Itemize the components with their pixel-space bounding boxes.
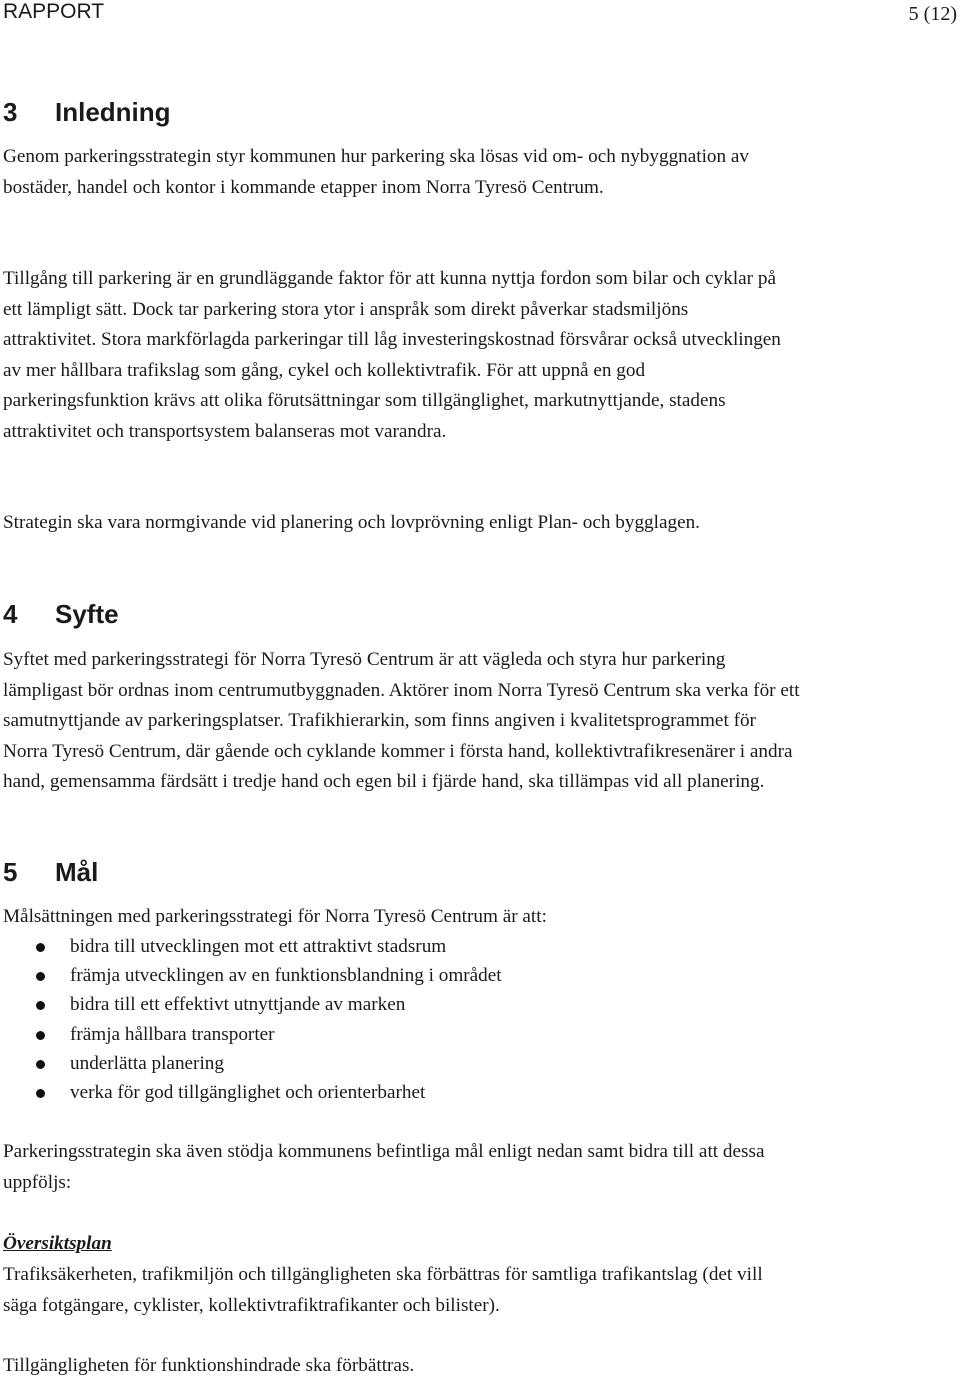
paragraph: Syftet med parkeringsstrategi för Norra Tyresö Centrum är att vägleda och styra hur parkering lämpligast bör ordnas inom centrumutbyggnaden. Aktörer inom Norra Tyresö Centrum ska verka för ett samutnyttjande av parkeringsplatser. Trafikhierarkin, som finns angiven i kvalitetsprogrammet för Norra Tyresö Centrum, där gående och cyklande kommer i första hand, kollektivtrafikresenärer i andra hand, gemensamma färdsätt i tredje hand och egen bil i fjärde hand, ska tillämpas vid all planering. (3, 649, 800, 792)
section-number: 3 (3, 97, 18, 127)
goal-list (3, 932, 502, 1107)
list-item (3, 1049, 502, 1078)
report-label: RAPPORT (3, 0, 105, 23)
section-number: 5 (3, 857, 18, 887)
bullet-icon (36, 1060, 45, 1069)
paragraph: Genom parkeringsstrategin styr kommunen hur parkering ska lösas vid om- och nybyggnation av bostäder, handel och kontor i kommande etapper inom Norra Tyresö Centrum. (3, 146, 750, 198)
list-item-text: verka för god tillgänglighet och orienterbarhet (70, 1082, 426, 1104)
section-title: Inledning (55, 97, 171, 127)
paragraph: Tillgängligheten för funktionshindrade ska förbättras. (3, 1355, 415, 1376)
bullet-icon (36, 1031, 45, 1040)
list-item (3, 1078, 502, 1107)
paragraph: Parkeringsstrategin ska även stödja kommunens befintliga mål enligt nedan samt bidra till att dessa uppföljs: (3, 1141, 765, 1193)
paragraph: Målsättningen med parkeringsstrategi för Norra Tyresö Centrum är att: (3, 906, 547, 927)
paragraph: Strategin ska vara normgivande vid planering och lovprövning enligt Plan- och bygglagen. (3, 512, 700, 533)
list-item-text: bidra till utvecklingen mot ett attraktivt stadsrum (70, 936, 447, 957)
section-heading-inledning (3, 97, 171, 127)
list-item (3, 1020, 502, 1049)
bullet-icon (36, 972, 45, 981)
list-item-text: bidra till ett effektivt utnyttjande av marken (70, 994, 406, 1016)
list-item (3, 990, 502, 1019)
bullet-icon (36, 1001, 45, 1010)
list-item-text: främja utvecklingen av en funktionsblandning i området (70, 965, 502, 987)
section-number: 4 (3, 599, 18, 629)
section-title: Mål (55, 857, 99, 887)
page-header (3, 0, 957, 26)
bullet-icon (36, 1089, 45, 1098)
paragraph: Tillgång till parkering är en grundläggande faktor för att kunna nyttja fordon som bilar och cyklar på ett lämpligt sätt. Dock tar parkering stora ytor i anspråk som direkt påverkar stadsmiljöns attraktivitet. Stora markförlagda parkeringar till låg investeringskostnad försvårar också utvecklingen av mer hållbara trafikslag som gång, cykel och kollektivtrafik. För att uppnå en god parkeringsfunktion krävs att olika förutsättningar som tillgänglighet, markutnyttjande, stadens attraktivitet och transportsystem balanseras mot varandra. (3, 268, 781, 442)
list-item (3, 932, 502, 961)
page-number: 5 (12) (908, 3, 957, 25)
section-heading-syfte (3, 599, 119, 629)
bullet-icon (36, 943, 45, 952)
list-item-text: främja hållbara transporter (70, 1023, 275, 1045)
section-heading-mal (3, 857, 98, 887)
subheading-oversiktsplan: Översiktsplan (3, 1233, 112, 1254)
section-title: Syfte (55, 599, 119, 629)
paragraph: Trafiksäkerheten, trafikmiljön och tillgängligheten ska förbättras för samtliga trafikantslag (det vill säga fotgängare, cyklister, kollektivtrafiktrafikanter och bilister). (3, 1264, 763, 1316)
list-item (3, 961, 502, 990)
list-item-text: underlätta planering (70, 1052, 224, 1074)
